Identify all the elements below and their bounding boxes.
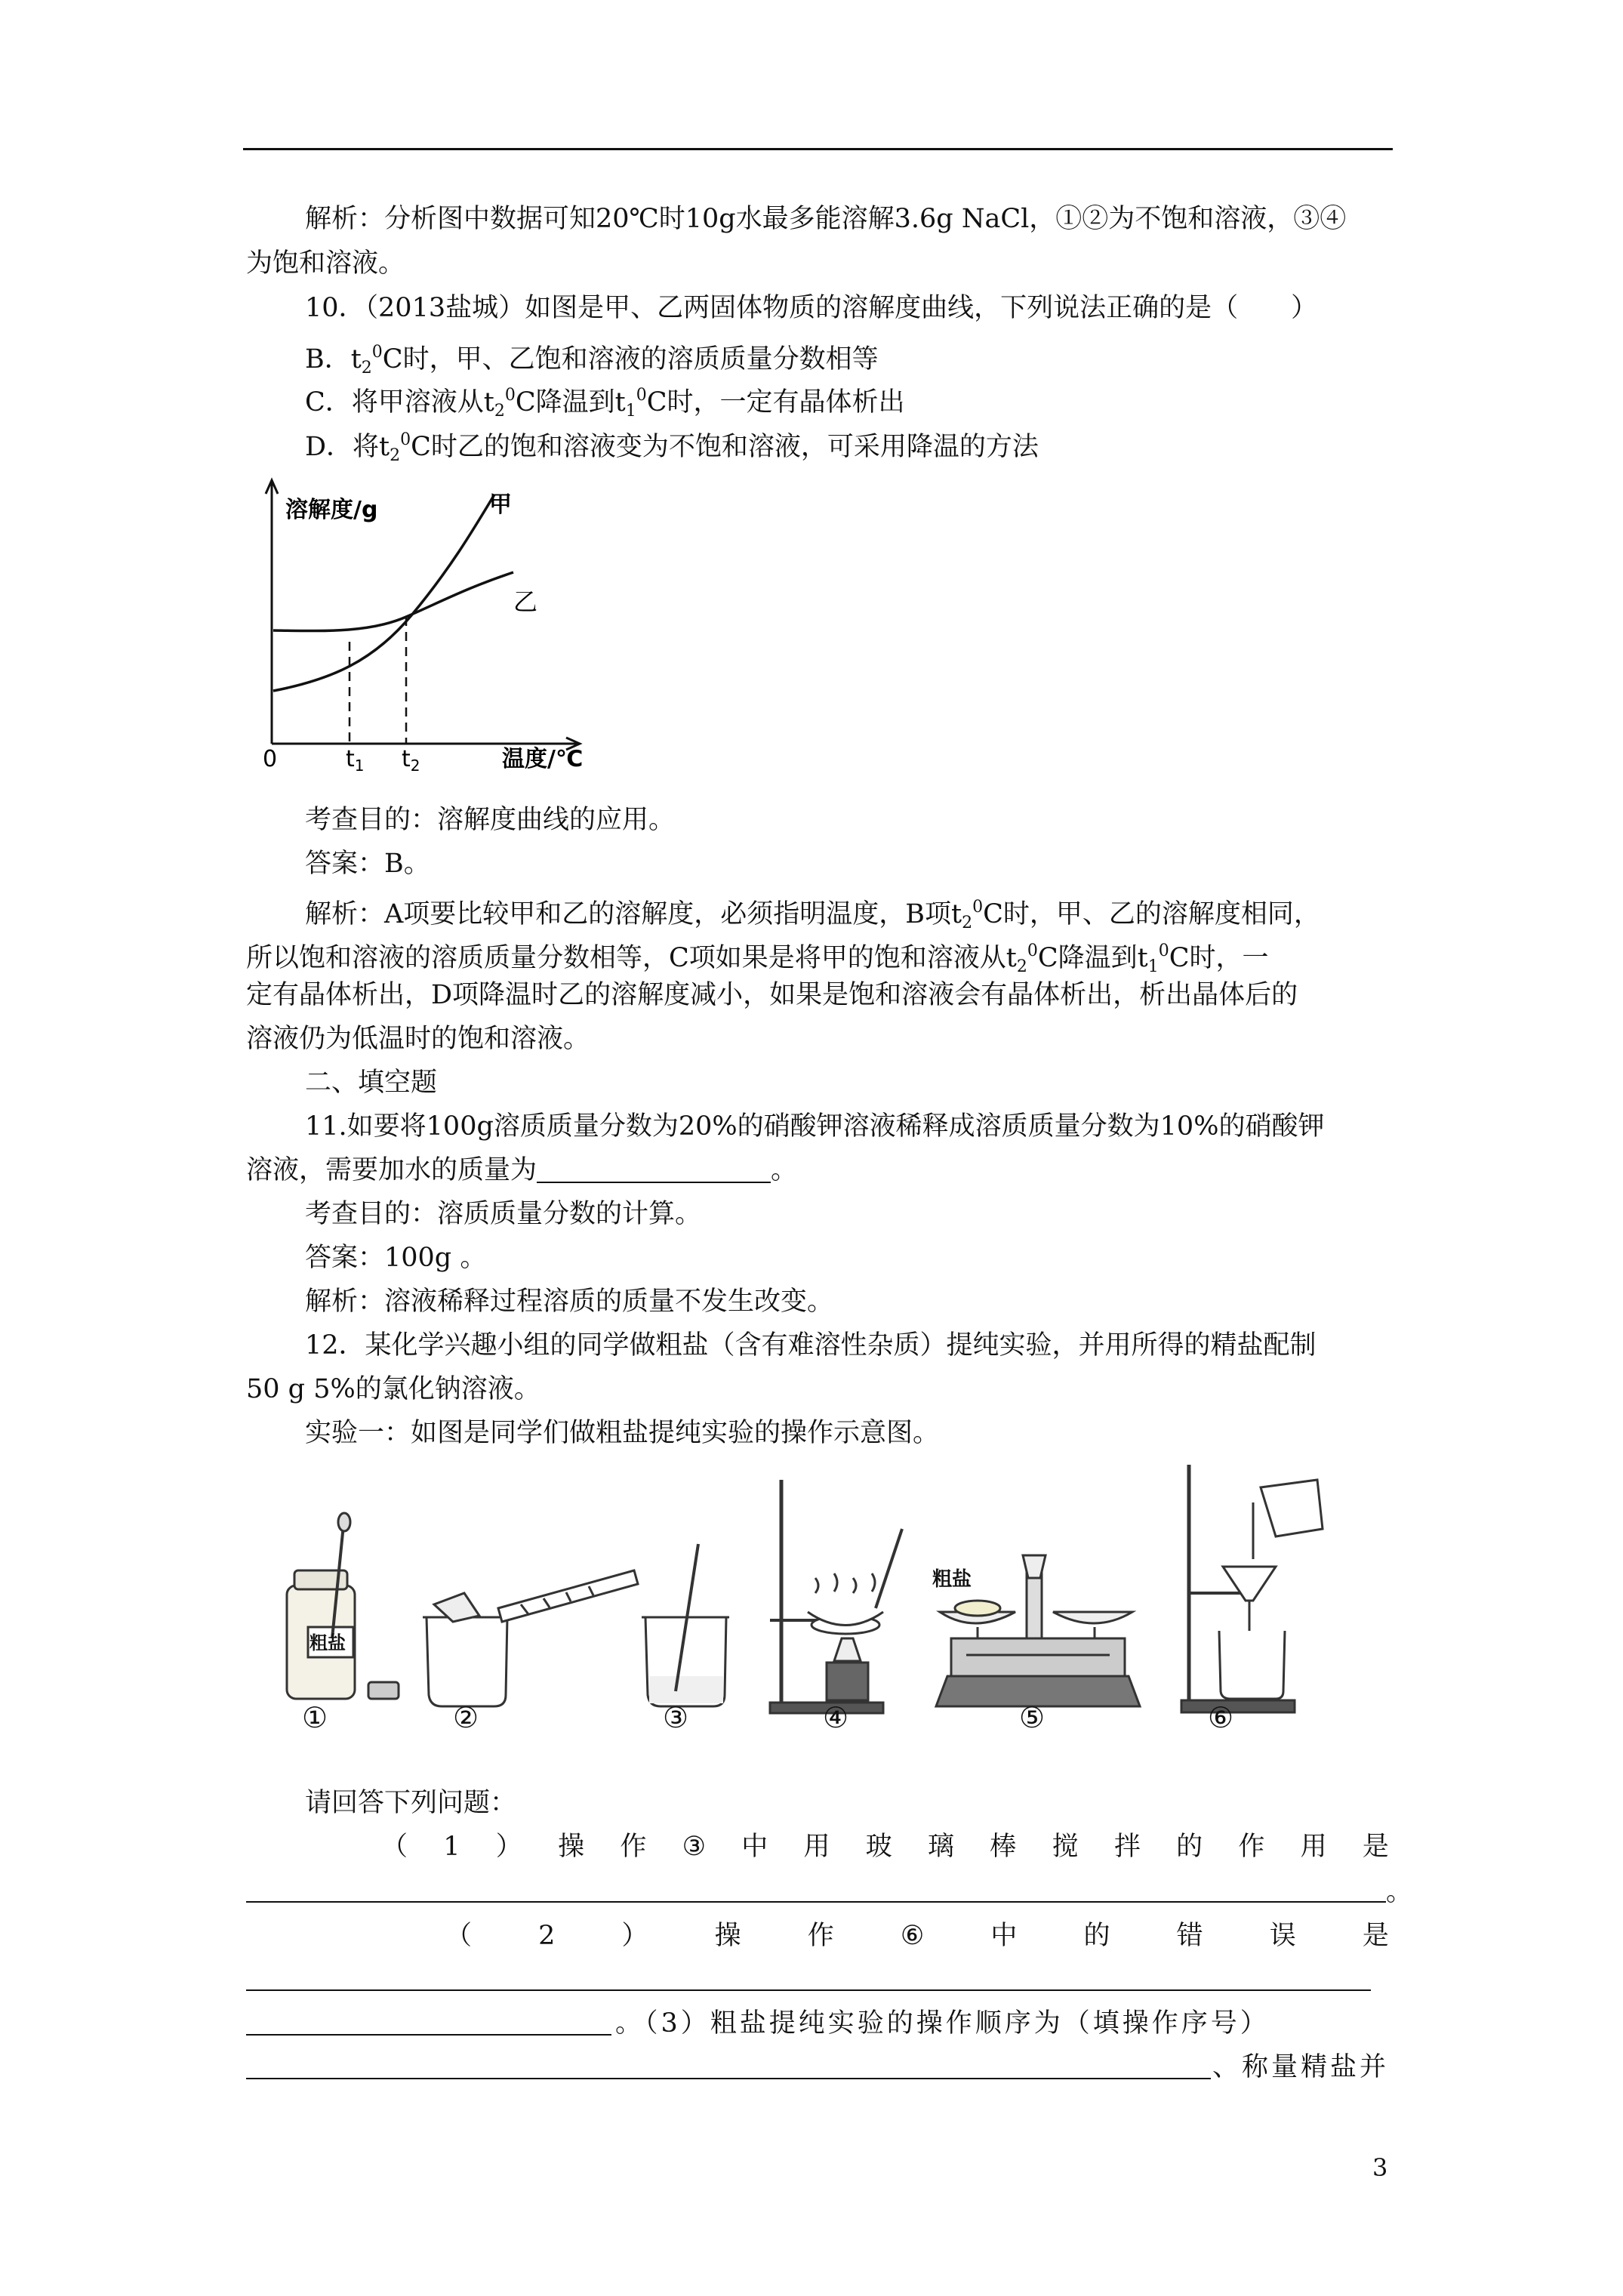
solubility-curve-figure: [242, 476, 596, 785]
sub-question-3: 。（3）粗盐提纯实验的操作顺序为（填操作序号）: [615, 2008, 1270, 2039]
dashed-guides: [350, 617, 406, 744]
evaporation-setup: [770, 1480, 902, 1713]
label-yi: 乙: [513, 587, 538, 616]
answer-line-4[interactable]: [246, 2078, 1211, 2079]
analysis-10-line-3: 定有晶体析出，D项降温时乙的溶解度减小，如果是饱和溶液会有晶体析出，析出晶体后的: [246, 980, 1298, 1010]
analysis-10-line-4: 溶液仍为低温时的饱和溶液。: [246, 1024, 590, 1054]
weigh-salt-text: 、称量精盐并: [1212, 2052, 1390, 2082]
salt-jar: [287, 1513, 399, 1699]
experiment-figure: [272, 1457, 1329, 1737]
label-op-4: ④: [823, 1701, 849, 1734]
sub-question-1: （ 1 ） 操 作 ③ 中 用 玻 璃 棒 搅 拌 的 作 用 是: [381, 1832, 1389, 1862]
label-op-3: ③: [663, 1701, 689, 1734]
purpose-11: 考查目的：溶质质量分数的计算。: [305, 1199, 702, 1229]
option-d: D．将$t_2^0C$时乙的饱和溶液变为不饱和溶液，可采用降温的方法: [305, 430, 1039, 465]
analysis-10-line-1: 解析：A项要比较甲和乙的溶解度，必须指明温度，B项$t_2^0C$时，甲、乙的溶解度相同，: [305, 898, 1320, 932]
pan-label: 粗盐: [932, 1568, 972, 1591]
purpose-10: 考查目的：溶解度曲线的应用。: [305, 805, 676, 835]
question-12-line-2: 50 g 5%的氯化钠溶液。: [246, 1374, 540, 1404]
x-axis-label: 温度/℃: [502, 746, 584, 772]
label-jia: 甲: [489, 492, 512, 518]
question-11-line-1: 11.如要将100g溶质质量分数为20%的硝酸钾溶液稀释成溶质质量分数为10%的硝酸钾: [305, 1111, 1325, 1142]
label-op-6: ⑥: [1208, 1701, 1234, 1734]
analysis-11: 解析：溶液稀释过程溶质的质量不发生改变。: [305, 1287, 834, 1317]
jar-label: 粗盐: [310, 1632, 346, 1653]
answer-line-1[interactable]: [246, 1901, 1386, 1903]
answer-blank[interactable]: [537, 1156, 771, 1183]
answer-10: 答案：B。: [305, 849, 430, 879]
section-fill-blank: 二、填空题: [305, 1068, 438, 1098]
label-op-2: ②: [453, 1701, 479, 1734]
question-12-line-1: 12．某化学兴趣小组的同学做粗盐（含有难溶性杂质）提纯实验，并用所得的精盐配制: [305, 1330, 1317, 1361]
question-10: 10．（2013盐城）如图是甲、乙两固体物质的溶解度曲线，下列说法正确的是（ ）: [305, 293, 1318, 323]
header-rule: [243, 148, 1393, 150]
answer-11: 答案：100g 。: [305, 1243, 487, 1273]
question-11-line-2: 溶液，需要加水的质量为 。: [246, 1155, 798, 1185]
page-number: 3: [1372, 2153, 1388, 2182]
curve-yi: [273, 572, 513, 631]
tick-t1: $t_1$: [346, 746, 365, 775]
beaker-with-rod: [642, 1544, 729, 1706]
period-1: 。: [1386, 1877, 1413, 1907]
beaker-and-cylinder: [423, 1570, 638, 1706]
option-b: B．$t_2^0C$时，甲、乙饱和溶液的溶质质量分数相等: [305, 343, 879, 378]
analysis-line-2: 为饱和溶液。: [246, 248, 405, 279]
answer-line-3[interactable]: [246, 2034, 611, 2036]
tick-t2: $t_2$: [402, 746, 420, 775]
experiment-1-intro: 实验一：如图是同学们做粗盐提纯实验的操作示意图。: [305, 1418, 940, 1448]
answer-line-2[interactable]: [246, 1989, 1371, 1991]
label-op-1: ①: [302, 1701, 328, 1734]
sub-question-2: （ 2 ） 操 作 ⑥ 中 的 错 误 是: [445, 1921, 1389, 1951]
please-answer: 请回答下列问题：: [305, 1788, 517, 1818]
option-c: C．将甲溶液从$t_2^0C$降温到$t_1^0C$时，一定有晶体析出: [305, 386, 905, 421]
y-axis-label: 溶解度/g: [285, 497, 378, 523]
label-op-5: ⑤: [1019, 1701, 1046, 1734]
filtration-setup: [1181, 1465, 1323, 1712]
analysis-10-line-2: 所以饱和溶液的溶质质量分数相等，C项如果是将甲的饱和溶液从$t_2^0C$降温到$t_1^0C$时，一: [246, 942, 1269, 976]
origin-label: 0: [263, 746, 278, 772]
analysis-line-1: 解析：分析图中数据可知20℃时10g水最多能溶解3.6g NaCl，①②为不饱和溶液，③④: [305, 204, 1347, 234]
